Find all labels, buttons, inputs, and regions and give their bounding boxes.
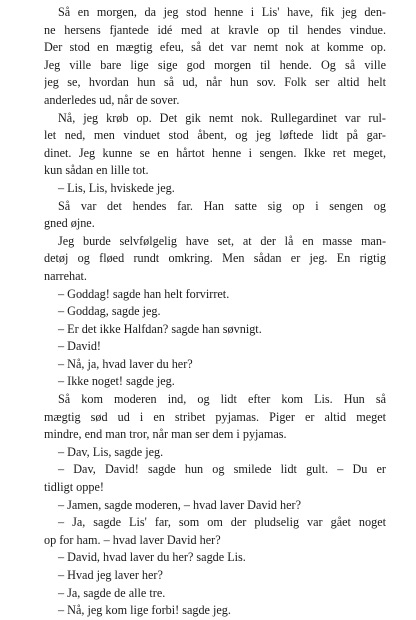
- text-line: – David!: [58, 339, 101, 354]
- text-line: Jeg ville bare lige sige god morgen til hende. Og så ville: [44, 57, 386, 72]
- text-line: – Goddag! sagde han helt forvirret.: [58, 286, 230, 301]
- text-line: – Nå, ja, hvad laver du her?: [58, 356, 193, 371]
- text-line: – Ja, sagde Lis' far, som om der pludselig var gået noget: [58, 515, 386, 530]
- text-line: let ned, men vinduet stod åbent, og jeg løftede lidt på gar-: [44, 128, 386, 143]
- text-line: ne hersens fjantede idé med at kravle op til hendes vindue.: [44, 22, 386, 37]
- text-line: Så var det hendes far. Han satte sig op i sengen og: [58, 198, 386, 213]
- text-line: mægtig sød ud i en stribet pyjamas. Piger er altid meget: [44, 409, 386, 424]
- text-line: – Dav, David! sagde hun og smilede lidt gult. – Du er: [58, 462, 386, 477]
- text-line: – Ja, sagde de alle tre.: [58, 585, 166, 600]
- text-line: – Dav, Lis, sagde jeg.: [58, 444, 164, 459]
- text-line: – Lis, Lis, hviskede jeg.: [58, 180, 175, 195]
- text-line: – Nå, jeg kom lige forbi! sagde jeg.: [58, 603, 231, 618]
- text-line: tidligt oppe!: [44, 480, 104, 495]
- text-line: Jeg burde selvfølgelig have set, at der lå en masse man-: [58, 233, 386, 248]
- text-line: dinet. Jeg kunne se en hårtot henne i sengen. Ikke ret meget,: [44, 145, 386, 160]
- text-line: jeg se, hvordan hun så ud, når hun sov. Folk ser altid helt: [44, 75, 386, 90]
- text-line: anderledes ud, når de sover.: [44, 92, 180, 107]
- text-line: gned øjne.: [44, 216, 95, 231]
- text-line: – Er det ikke Halfdan? sagde han søvnigt.: [58, 321, 262, 336]
- text-line: – Goddag, sagde jeg.: [58, 304, 161, 319]
- text-line: Der stod en mægtig efeu, så det var nemt nok at komme op.: [44, 40, 386, 55]
- text-line: – Ikke noget! sagde jeg.: [58, 374, 175, 389]
- text-line: kun sådan en lille tot.: [44, 163, 149, 178]
- text-line: Så kom moderen ind, og lidt efter kom Lis. Hun så: [58, 392, 386, 407]
- text-line: Så en morgen, da jeg stod henne i Lis' have, fik jeg den-: [58, 5, 386, 19]
- text-line: – Hvad jeg laver her?: [58, 568, 163, 582]
- text-line: mindre, end man tror, når man ser dem i pyjamas.: [44, 427, 287, 442]
- text-line: – David, hvad laver du her? sagde Lis.: [58, 550, 246, 565]
- text-line: op for ham. – hvad laver David her?: [44, 532, 221, 547]
- text-line: – Jamen, sagde moderen, – hvad laver David her?: [58, 497, 301, 512]
- text-line: narrehat.: [44, 268, 87, 283]
- text-line: detøj og fløed rundt omkring. Men sådan er jeg. En rigtig: [44, 251, 386, 266]
- text-line: Nå, jeg krøb op. Det gik nemt nok. Rullegardinet var rul-: [58, 110, 386, 125]
